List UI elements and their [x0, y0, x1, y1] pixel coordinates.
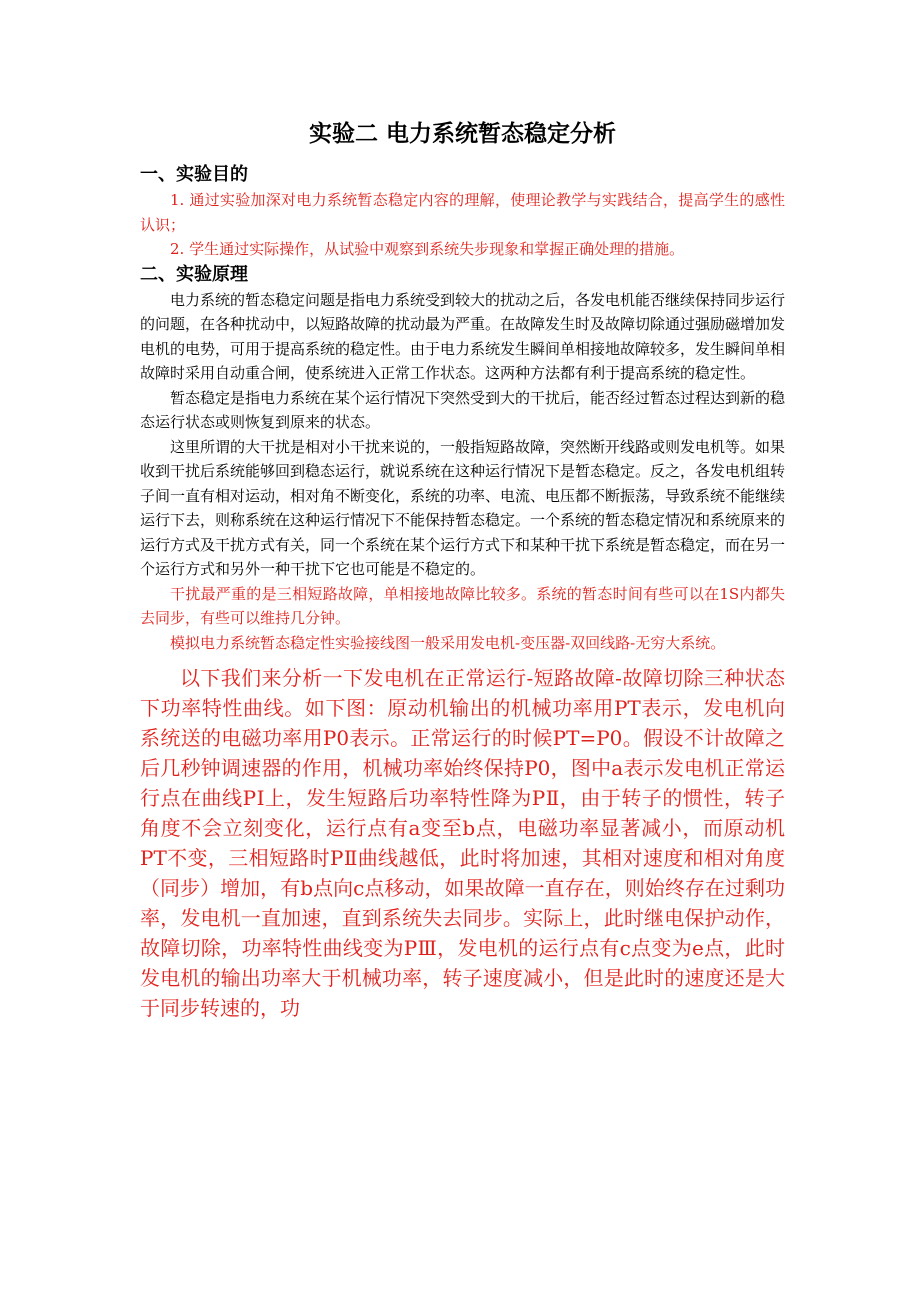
principle-paragraph-4: 干扰最严重的是三相短路故障，单相接地故障比较多。系统的暂态时间有些可以在1S内都失去同步，有些可以维持几分钟。: [140, 584, 785, 627]
principle-paragraph-5: 模拟电力系统暂态稳定性实验接线图一般采用发电机-变压器-双回线路-无穷大系统。: [170, 633, 726, 652]
principle-paragraph-3: 这里所谓的大干扰是相对小干扰来说的，一般指短路故障，突然断开线路或则发电机等。如果收到干扰后系统能够回到稳态运行，就说系统在这种运行情况下是暂态稳定。反之，各发电机组转子间一直有相对运动，相对角不断变化，系统的功率、电流、电压都不断振荡，导致系统不能继续运行下去，则称系统在这种运行情况下不能保持暂态稳定。一个系统的暂态稳定情况和系统原来的运行方式及干扰方式有关，同一个系统在某个运行方式下和某种干扰下系统是暂态稳定，而在另一个运行方式和另外一种干扰下它也可能是不稳定的。: [140, 437, 786, 578]
purpose-item-1: 1. 通过实验加深对电力系统暂态稳定内容的理解，使理论教学与实践结合，提高学生的感性认识；: [140, 191, 785, 234]
document-title: 实验二 电力系统暂态稳定分析: [308, 121, 616, 147]
principle-paragraph-1: 电力系统的暂态稳定问题是指电力系统受到较大的扰动之后，各发电机能否继续保持同步运行的问题，在各种扰动中，以短路故障的扰动最为严重。在故障发生时及故障切除通过强励磁增加发电机的电势，可用于提高系统的稳定性。由于电力系统发生瞬间单相接地故障较多，发生瞬间单相故障时采用自动重合闸，使系统进入正常工作状态。这两种方法都有利于提高系统的稳定性。: [140, 290, 786, 382]
principle-paragraph-6: 以下我们来分析一下发电机在正常运行-短路故障-故障切除三种状态下功率特性曲线。如下图：原动机输出的机械功率用PT表示，发电机向系统送的电磁功率用P0表示。正常运行的时候PT=P0。假设不计故障之后几秒钟调速器的作用，机械功率始终保持P0，图中a表示发电机正常运行点在曲线PⅠ上，发生短路后功率特性降为PⅡ，由于转子的惯性，转子角度不会立刻变化，运行点有a变至b点，电磁功率显著减小，而原动机PT不变，三相短路时PⅡ曲线越低，此时将加速，其相对速度和相对角度（同步）增加，有b点向c点移动，如果故障一直存在，则始终存在过剩功率，发电机一直加速，直到系统失去同步。实际上，此时继电保护动作，故障切除，功率特性曲线变为PⅢ，发电机的运行点有c点变为e点，此时发电机的输出功率大于机械功率，转子速度减小，但是此时的速度还是大于同步转速的，功: [140, 666, 785, 1020]
purpose-item-2: 2. 学生通过实际操作，从试验中观察到系统失步现象和掌握正确处理的措施。: [170, 240, 685, 258]
document-page: [140, 118, 785, 1023]
principle-paragraph-2: 暂态稳定是指电力系统在某个运行情况下突然受到大的干扰后，能否经过暂态过程达到新的稳态运行状态或则恢复到原来的状态。: [140, 388, 786, 431]
section-heading-principle: 二、实验原理: [140, 263, 248, 285]
section-heading-purpose: 一、实验目的: [140, 164, 248, 185]
